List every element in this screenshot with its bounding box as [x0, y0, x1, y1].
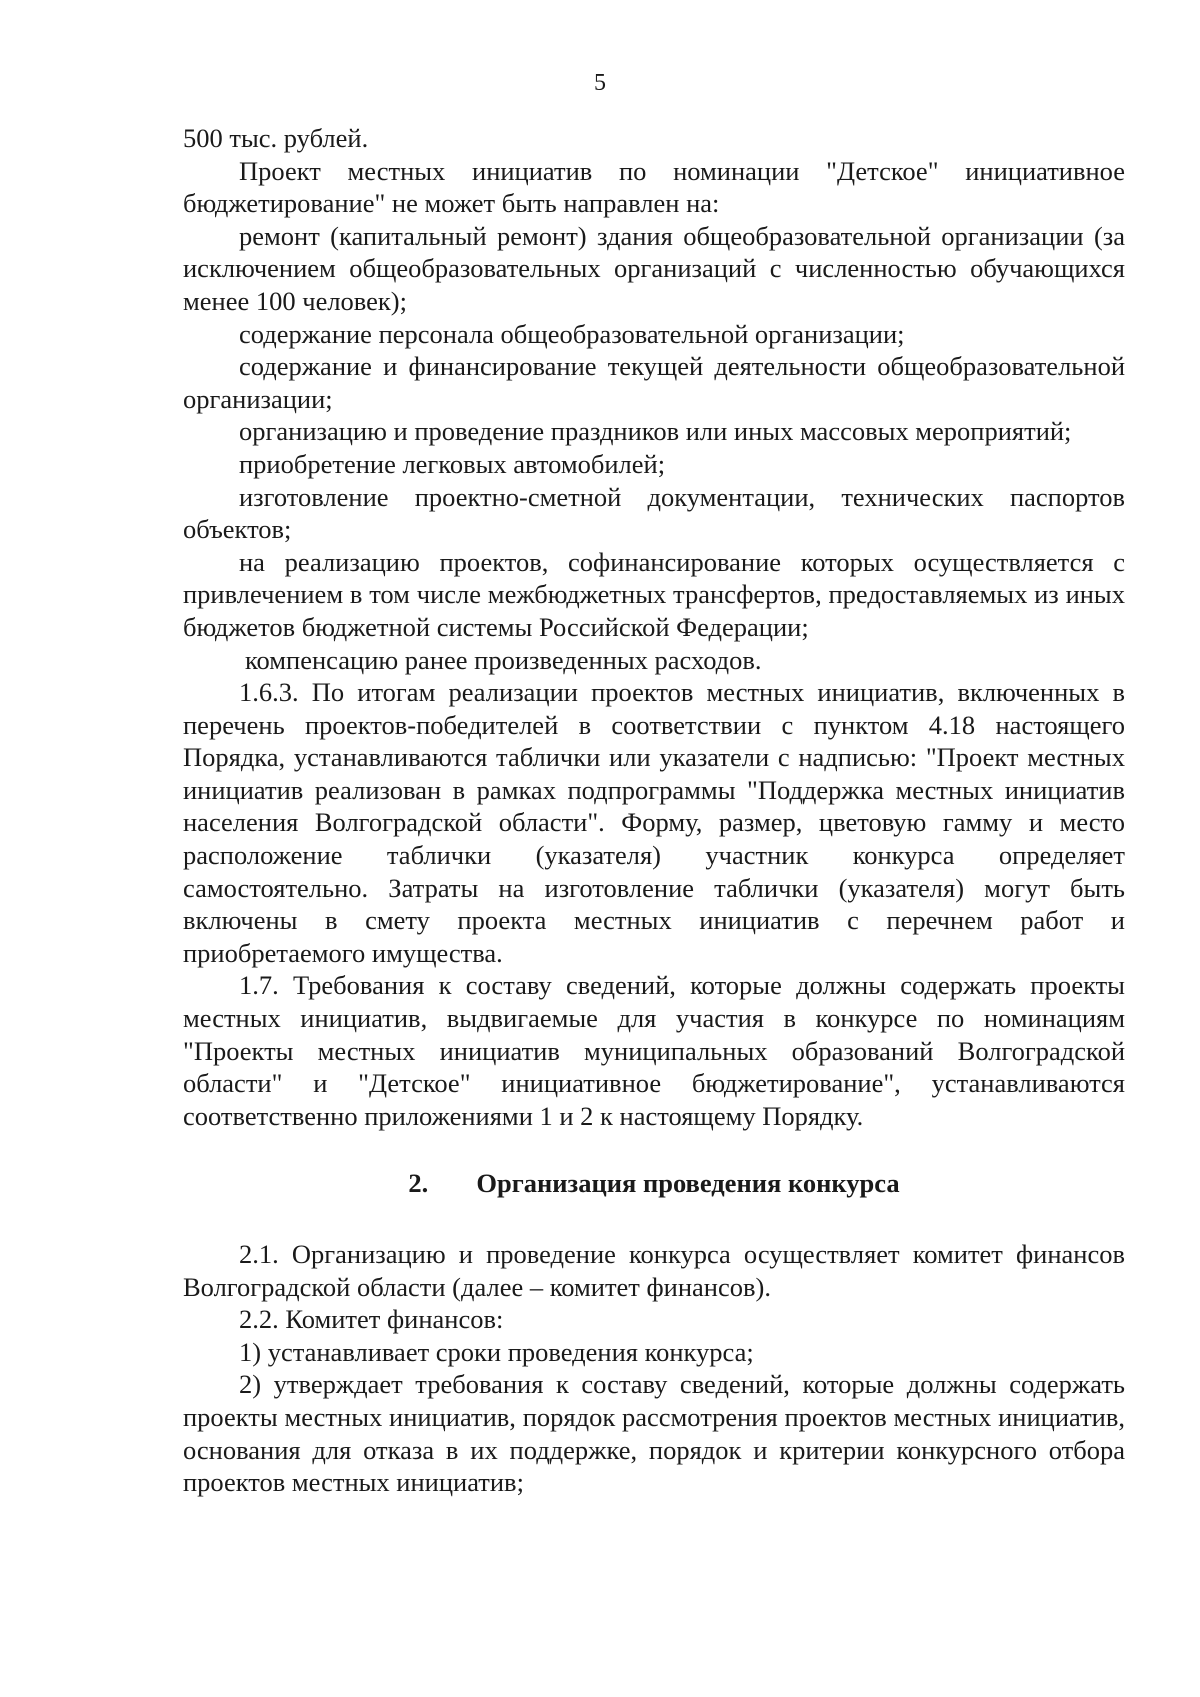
paragraph: Проект местных инициатив по номинации "Детское" инициативное бюджетирование" не может быть направлен на:: [183, 155, 1125, 219]
list-item: организацию и проведение праздников или иных массовых мероприятий;: [239, 416, 1072, 447]
document-body: [183, 122, 1125, 1499]
list-item: содержание персонала общеобразовательной организации;: [239, 318, 905, 349]
list-item: изготовление проектно-сметной документации, технических паспортов объектов;: [183, 481, 1125, 545]
list-item: приобретение легковых автомобилей;: [239, 448, 666, 479]
clause-1-6-3: 1.6.3. По итогам реализации проектов местных инициатив, включенных в перечень проектов-победителей в соответствии с пунктом 4.18 настоящего Порядка, устанавливаются таблички или указатели с надписью: "Проект местных инициатив реализован в рамках подпрограммы "Поддержка местных инициатив населения Волгоградской области". Форму, размер, цветовую гамму и место расположение таблички (указателя) участник конкурса определяет самостоятельно. Затраты на изготовление таблички (указателя) могут быть включены в смету проекта местных инициатив с перечнем работ и приобретаемого имущества.: [183, 677, 1125, 968]
section-number: 2.: [408, 1168, 429, 1199]
clause-2-2: 2.2. Комитет финансов:: [239, 1304, 504, 1335]
list-item: содержание и финансирование текущей деятельности общеобразовательной организации;: [183, 351, 1125, 414]
list-item: на реализацию проектов, софинансирование которых осуществляется с привлечением в том числе межбюджетных трансфертов, предоставляемых из иных бюджетов бюджетной системы Российской Федерации;: [183, 546, 1125, 642]
paragraph: 500 тыс. рублей.: [183, 123, 369, 153]
clause-2-1: 2.1. Организацию и проведение конкурса осуществляет комитет финансов Волгоградской области (далее – комитет финансов).: [183, 1239, 1125, 1302]
section-heading: [183, 1167, 1125, 1200]
list-item: 2) утверждает требования к составу сведений, которые должны содержать проекты местных инициатив, порядок рассмотрения проектов местных инициатив, основания для отказа в их поддержке, порядок и критерии конкурсного отбора проектов местных инициатив;: [183, 1369, 1125, 1498]
list-item: компенсацию ранее произведенных расходов.: [245, 644, 762, 675]
page-number: 5: [594, 70, 606, 96]
list-item: 1) устанавливает сроки проведения конкурса;: [239, 1336, 754, 1367]
section-title: Организация проведения конкурса: [476, 1168, 900, 1199]
list-item: ремонт (капитальный ремонт) здания общеобразовательной организации (за исключением общеобразовательных организаций с численностью обучающихся менее 100 человек);: [183, 220, 1125, 316]
clause-1-7: 1.7. Требования к составу сведений, которые должны содержать проекты местных инициатив, выдвигаемые для участия в конкурсе по номинациям "Проекты местных инициатив муниципальных образований Волгоградской области" и "Детское" инициативное бюджетирование", устанавливаются соответственно приложениями 1 и 2 к настоящему Порядку.: [183, 970, 1125, 1131]
